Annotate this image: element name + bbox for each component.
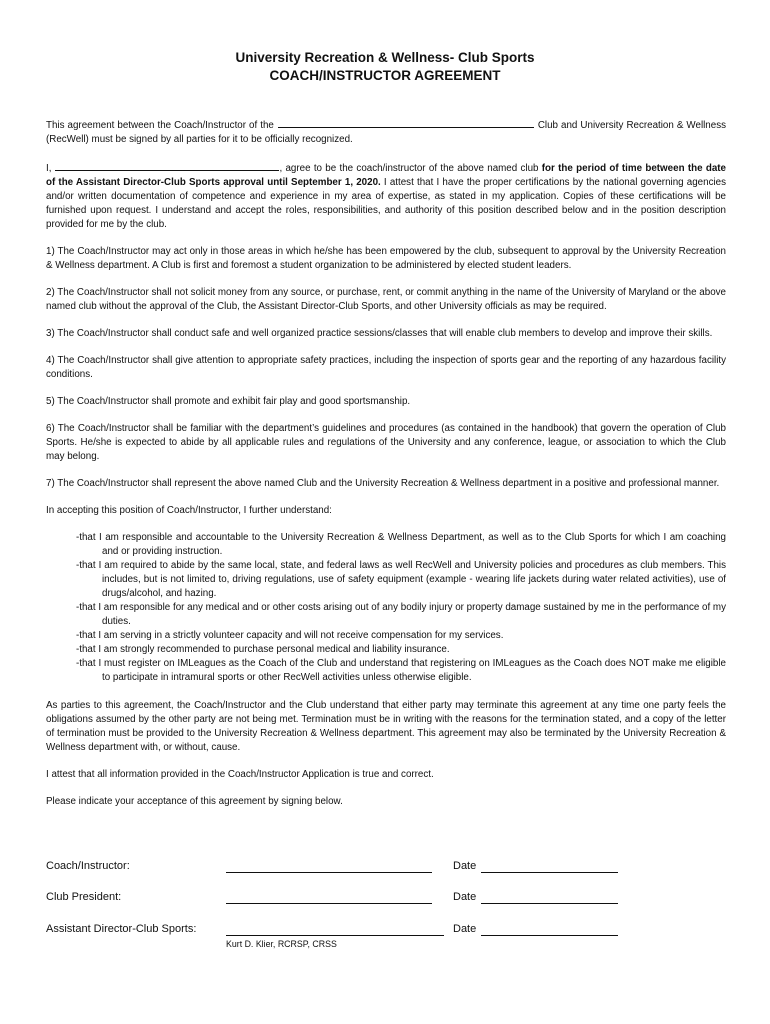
director-signature-row bbox=[46, 923, 726, 939]
intro-paragraph bbox=[46, 117, 726, 147]
intro-text-a: This agreement between the Coach/Instructor of the bbox=[46, 120, 274, 131]
item-4: 4) The Coach/Instructor shall give attention to appropriate safety practices, including the inspection of sports gear and the reporting of any hazardous facility conditions. bbox=[46, 355, 726, 380]
attest-paragraph bbox=[46, 160, 726, 232]
director-date-field[interactable] bbox=[481, 935, 618, 936]
coach-signature-field[interactable] bbox=[226, 872, 432, 873]
understand-item: -that I am responsible for any medical and or other costs arising out of any bodily injury or property damage sustained by me in the performance of my duties. bbox=[76, 602, 726, 627]
understand-item: -that I am strongly recommended to purchase personal medical and liability insurance. bbox=[76, 644, 450, 655]
president-signature-field[interactable] bbox=[226, 903, 432, 904]
item-1: 1) The Coach/Instructor may act only in those areas in which he/she has been empowered by the club, subsequent to approval by the University Recreation & Wellness department. A Club is first and foremost a student organization to be administered by elected student leaders. bbox=[46, 246, 726, 271]
attest-prefix: I, bbox=[46, 163, 52, 174]
director-name: Kurt D. Klier, RCRSP, CRSS bbox=[226, 939, 337, 949]
president-signature-row bbox=[46, 891, 726, 907]
attest-period: for the period of time between the date of the Assistant Director-Club Sports approval until September 1, 2020. bbox=[46, 163, 726, 188]
attest-rest: I attest that I have the proper certifications by the national governing agencies and/or written documentation of competence and experience in my area of expertise, as stated in my application. Copies of these certifications will be furnished upon request. I understand and accept the roles, responsibilities, and authority of this position described below and in the position description provided for me by the club. bbox=[46, 177, 726, 230]
item-3: 3) The Coach/Instructor shall conduct safe and well organized practice sessions/classes that will enable club members to develop and improve their skills. bbox=[46, 328, 713, 339]
understand-item: -that I must register on IMLeagues as the Coach of the Club and understand that registering on IMLeagues as the Coach does NOT make me eligible to participate in intramural sports or other RecWell activities unless otherwise eligible. bbox=[76, 658, 726, 683]
date-label: Date bbox=[453, 891, 477, 903]
president-label: Club President: bbox=[46, 891, 122, 903]
document-subtitle: COACH/INSTRUCTOR AGREEMENT bbox=[269, 68, 501, 83]
coach-date-field[interactable] bbox=[481, 872, 618, 873]
president-date-field[interactable] bbox=[481, 903, 618, 904]
coach-label: Coach/Instructor: bbox=[46, 860, 130, 872]
understand-list bbox=[46, 531, 726, 685]
please-sign: Please indicate your acceptance of this agreement by signing below. bbox=[46, 796, 343, 807]
coach-name-field[interactable] bbox=[55, 160, 279, 171]
item-6: 6) The Coach/Instructor shall be familiar with the department’s guidelines and procedures (as contained in the handbook) that govern the operation of Club Sports. He/she is expected to abide by all applicable rules and regulations of the University and any conference, league, or association to which the Club may belong. bbox=[46, 423, 726, 462]
termination-paragraph: As parties to this agreement, the Coach/Instructor and the Club understand that either party may terminate this agreement at any time one party feels the obligations assumed by the other party are not being met. Termination must be in writing with the reasons for the termination stated, and a copy of the letter of termination must be provided to the University Recreation & Wellness department. This agreement may also be terminated by the University Recreation & Wellness department with, or without, cause. bbox=[46, 700, 726, 753]
intro-text-b: Club and University Recreation & Wellness (RecWell) must be signed by all parties for it to be officially recognized. bbox=[46, 120, 726, 145]
date-label: Date bbox=[453, 860, 477, 872]
item-5: 5) The Coach/Instructor shall promote and exhibit fair play and good sportsmanship. bbox=[46, 396, 411, 407]
document-title: University Recreation & Wellness- Club Sports bbox=[235, 50, 535, 65]
item-7: 7) The Coach/Instructor shall represent the above named Club and the University Recreation & Wellness department in a positive and professional manner. bbox=[46, 478, 720, 489]
club-name-field[interactable] bbox=[278, 117, 534, 128]
coach-signature-row bbox=[46, 860, 726, 876]
date-label: Date bbox=[453, 923, 477, 935]
understand-item: -that I am responsible and accountable to the University Recreation & Wellness Department, as well as to the Club Sports for which I am coaching and or providing instruction. bbox=[76, 532, 726, 557]
item-2: 2) The Coach/Instructor shall not solicit money from any source, or purchase, rent, or commit anything in the name of the University of Maryland or the above named club without the approval of the Club, the Assistant Director-Club Sports, and other University officials as may be required. bbox=[46, 287, 726, 312]
director-label: Assistant Director-Club Sports: bbox=[46, 923, 197, 935]
director-signature-field[interactable] bbox=[226, 935, 444, 936]
attest-final: I attest that all information provided in the Coach/Instructor Application is true and correct. bbox=[46, 769, 434, 780]
attest-mid: , agree to be the coach/instructor of the above named club bbox=[279, 163, 542, 174]
understand-item: -that I am required to abide by the same local, state, and federal laws as well RecWell and University policies and procedures as club members. This includes, but is not limited to, driving regulations, use of safety equipment (example - wearing life jackets during water related activities), use of drugs/alcohol, and hazing. bbox=[76, 560, 726, 599]
understand-item: -that I am serving in a strictly volunteer capacity and will not receive compensation for my services. bbox=[76, 630, 504, 641]
agreement-body bbox=[46, 117, 726, 822]
understand-intro: In accepting this position of Coach/Instructor, I further understand: bbox=[46, 505, 332, 516]
